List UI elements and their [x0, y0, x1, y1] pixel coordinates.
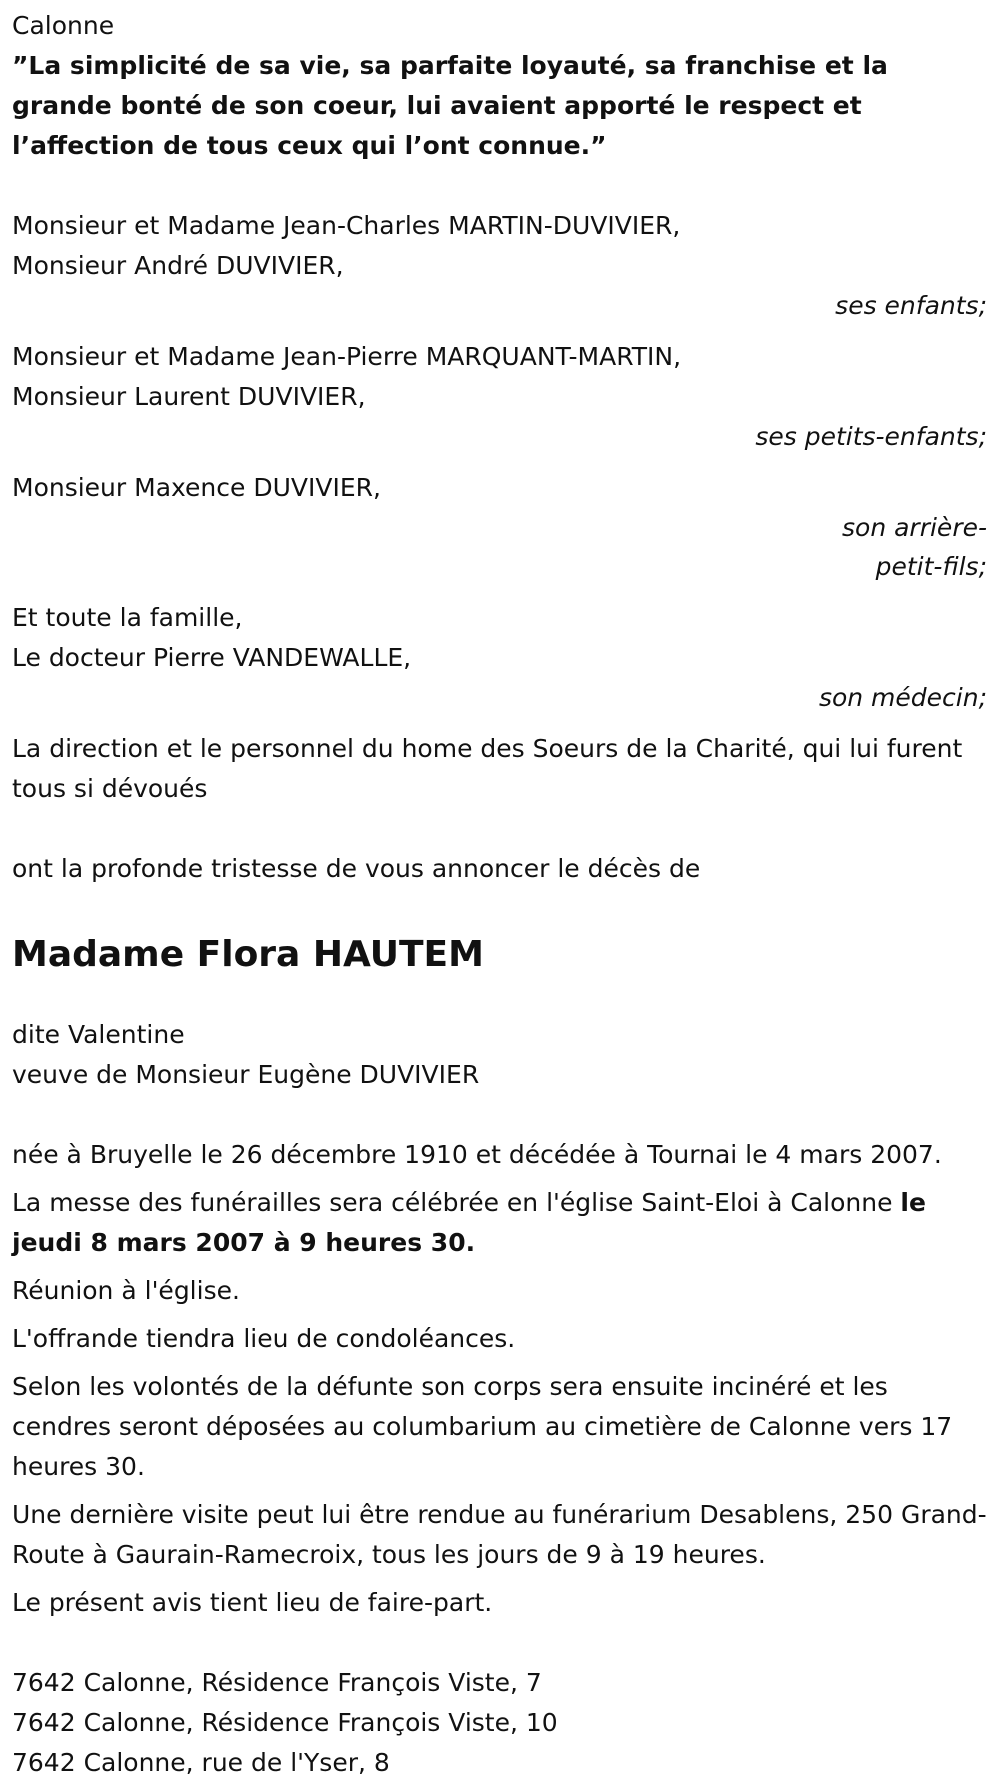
mass-date: le jeudi 8 mars 2007 à 9 heures 30.: [12, 1188, 926, 1257]
notice: Le présent avis tient lieu de faire-part.: [12, 1588, 493, 1617]
memorial-quote: ”La simplicité de sa vie, sa parfaite loyauté, sa franchise et la grande bonté de son coeur, lui avaient apporté le respect et l’affection de tous ceux qui l’ont connue.”: [12, 51, 888, 160]
mass-text: La messe des funérailles sera célébrée en l'église Saint-Eloi à Calonne: [12, 1188, 901, 1217]
home-staff: La direction et le personnel du home des Soeurs de la Charité, qui lui furent tous si dévoués: [12, 734, 963, 803]
great-grandchild-role-1: son arrière-: [842, 513, 987, 542]
family-line: Et toute la famille,: [12, 603, 243, 632]
announcement: ont la profonde tristesse de vous annoncer le décès de: [12, 854, 701, 883]
visit: Une dernière visite peut lui être rendue au funérarium Desablens, 250 Grand-Route à Gaurain-Ramecroix, tous les jours de 9 à 19 heures.: [12, 1500, 987, 1569]
location: Calonne: [12, 11, 115, 40]
great-grandchild: Monsieur Maxence DUVIVIER,: [12, 473, 381, 502]
doctor: Le docteur Pierre VANDEWALLE,: [12, 643, 412, 672]
grandchild-1: Monsieur et Madame Jean-Pierre MARQUANT-MARTIN,: [12, 342, 682, 371]
deceased-name: Madame Flora HAUTEM: [12, 934, 484, 975]
alias: dite Valentine: [12, 1020, 185, 1049]
children-role: ses enfants;: [835, 291, 987, 320]
offering: L'offrande tiendra lieu de condoléances.: [12, 1324, 516, 1353]
address-2: 7642 Calonne, Résidence François Viste, 10: [12, 1708, 558, 1737]
grandchildren-role: ses petits-enfants;: [755, 422, 987, 451]
address-1: 7642 Calonne, Résidence François Viste, 7: [12, 1668, 542, 1697]
family-list: [12, 206, 992, 809]
address-3: 7642 Calonne, rue de l'Yser, 8: [12, 1748, 390, 1777]
born-died: née à Bruyelle le 26 décembre 1910 et décédée à Tournai le 4 mars 2007.: [12, 1140, 942, 1169]
grandchild-2: Monsieur Laurent DUVIVIER,: [12, 382, 366, 411]
notice-body: [12, 6, 992, 1783]
meeting: Réunion à l'église.: [12, 1276, 240, 1305]
widow-of: veuve de Monsieur Eugène DUVIVIER: [12, 1060, 480, 1089]
child-2: Monsieur André DUVIVIER,: [12, 251, 344, 280]
mass-paragraph: [12, 1183, 987, 1263]
cremation: Selon les volontés de la défunte son corps sera ensuite incinéré et les cendres seront déposées au columbarium au cimetière de Calonne vers 17 heures 30.: [12, 1372, 953, 1481]
doctor-role: son médecin;: [818, 683, 987, 712]
address-list: [12, 1663, 992, 1783]
child-1: Monsieur et Madame Jean-Charles MARTIN-DUVIVIER,: [12, 211, 681, 240]
great-grandchild-role-2: petit-fils;: [875, 552, 987, 581]
